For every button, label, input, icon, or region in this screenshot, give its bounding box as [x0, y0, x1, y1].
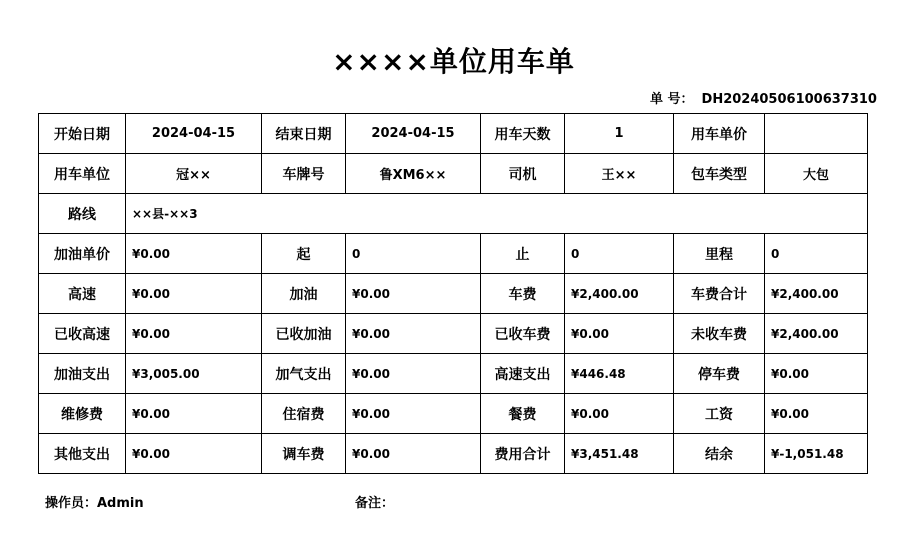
field-label: 住宿费 — [262, 394, 346, 434]
field-label: 停车费 — [674, 354, 765, 394]
table-row — [39, 354, 868, 394]
field-label: 用车天数 — [481, 114, 565, 154]
table-row — [39, 154, 868, 194]
table-row — [39, 114, 868, 154]
field-label: 用车单价 — [674, 114, 765, 154]
field-label: 加气支出 — [262, 354, 346, 394]
field-label: 里程 — [674, 234, 765, 274]
field-value: 鲁XM6×× — [346, 154, 481, 194]
field-value: ¥2,400.00 — [765, 274, 868, 314]
operator-label: 操作员：Admin — [45, 496, 144, 511]
field-label: 车费合计 — [674, 274, 765, 314]
field-label: 车费 — [481, 274, 565, 314]
remark-label: 备注： — [355, 496, 395, 511]
field-label: 司机 — [481, 154, 565, 194]
table-row — [39, 274, 868, 314]
field-value: 0 — [565, 234, 674, 274]
table-row — [39, 194, 868, 234]
field-value: ¥0.00 — [126, 274, 262, 314]
field-value: 1 — [565, 114, 674, 154]
field-value: ¥0.00 — [346, 394, 481, 434]
field-label: 未收车费 — [674, 314, 765, 354]
field-value: 0 — [346, 234, 481, 274]
field-label: 已收高速 — [39, 314, 126, 354]
field-label: 已收加油 — [262, 314, 346, 354]
field-value: 2024-04-15 — [126, 114, 262, 154]
field-value: ¥2,400.00 — [765, 314, 868, 354]
field-value: ¥0.00 — [565, 314, 674, 354]
field-label: 维修费 — [39, 394, 126, 434]
vehicle-usage-form-table — [38, 113, 868, 474]
field-value: ¥0.00 — [126, 394, 262, 434]
field-label: 路线 — [39, 194, 126, 234]
field-value: ¥0.00 — [126, 314, 262, 354]
field-label: 调车费 — [262, 434, 346, 474]
field-value: ¥0.00 — [765, 394, 868, 434]
field-label: 起 — [262, 234, 346, 274]
field-label: 餐费 — [481, 394, 565, 434]
field-value: ¥0.00 — [126, 234, 262, 274]
field-value: ¥3,451.48 — [565, 434, 674, 474]
field-value: ¥0.00 — [565, 394, 674, 434]
field-label: 加油支出 — [39, 354, 126, 394]
page-title: ××××单位用车单 — [332, 45, 575, 78]
field-value: ¥0.00 — [765, 354, 868, 394]
document-number — [650, 88, 877, 107]
field-label: 加油 — [262, 274, 346, 314]
field-label: 包车类型 — [674, 154, 765, 194]
field-value: 冠×× — [126, 154, 262, 194]
field-value: ¥0.00 — [346, 354, 481, 394]
field-value: 王×× — [565, 154, 674, 194]
document-number-value: DH20240506100637310 — [701, 92, 877, 107]
field-label: 加油单价 — [39, 234, 126, 274]
field-label: 工资 — [674, 394, 765, 434]
table-row — [39, 434, 868, 474]
field-value — [765, 114, 868, 154]
field-label: 结余 — [674, 434, 765, 474]
field-label: 用车单位 — [39, 154, 126, 194]
table-row — [39, 314, 868, 354]
field-label: 高速支出 — [481, 354, 565, 394]
field-label: 已收车费 — [481, 314, 565, 354]
field-label: 费用合计 — [481, 434, 565, 474]
field-value: ¥3,005.00 — [126, 354, 262, 394]
field-label: 高速 — [39, 274, 126, 314]
field-value: ¥2,400.00 — [565, 274, 674, 314]
table-row — [39, 234, 868, 274]
field-label: 其他支出 — [39, 434, 126, 474]
field-value: 2024-04-15 — [346, 114, 481, 154]
field-value: ¥0.00 — [346, 274, 481, 314]
field-value: ××县-××3 — [126, 194, 868, 234]
field-value: ¥0.00 — [346, 314, 481, 354]
table-row — [39, 394, 868, 434]
field-label: 结束日期 — [262, 114, 346, 154]
field-value: 大包 — [765, 154, 868, 194]
field-value: ¥0.00 — [126, 434, 262, 474]
field-value: ¥-1,051.48 — [765, 434, 868, 474]
field-label: 止 — [481, 234, 565, 274]
field-value: ¥0.00 — [346, 434, 481, 474]
field-label: 开始日期 — [39, 114, 126, 154]
field-label: 车牌号 — [262, 154, 346, 194]
field-value: 0 — [765, 234, 868, 274]
document-number-label: 单 号： — [650, 92, 694, 107]
field-value: ¥446.48 — [565, 354, 674, 394]
